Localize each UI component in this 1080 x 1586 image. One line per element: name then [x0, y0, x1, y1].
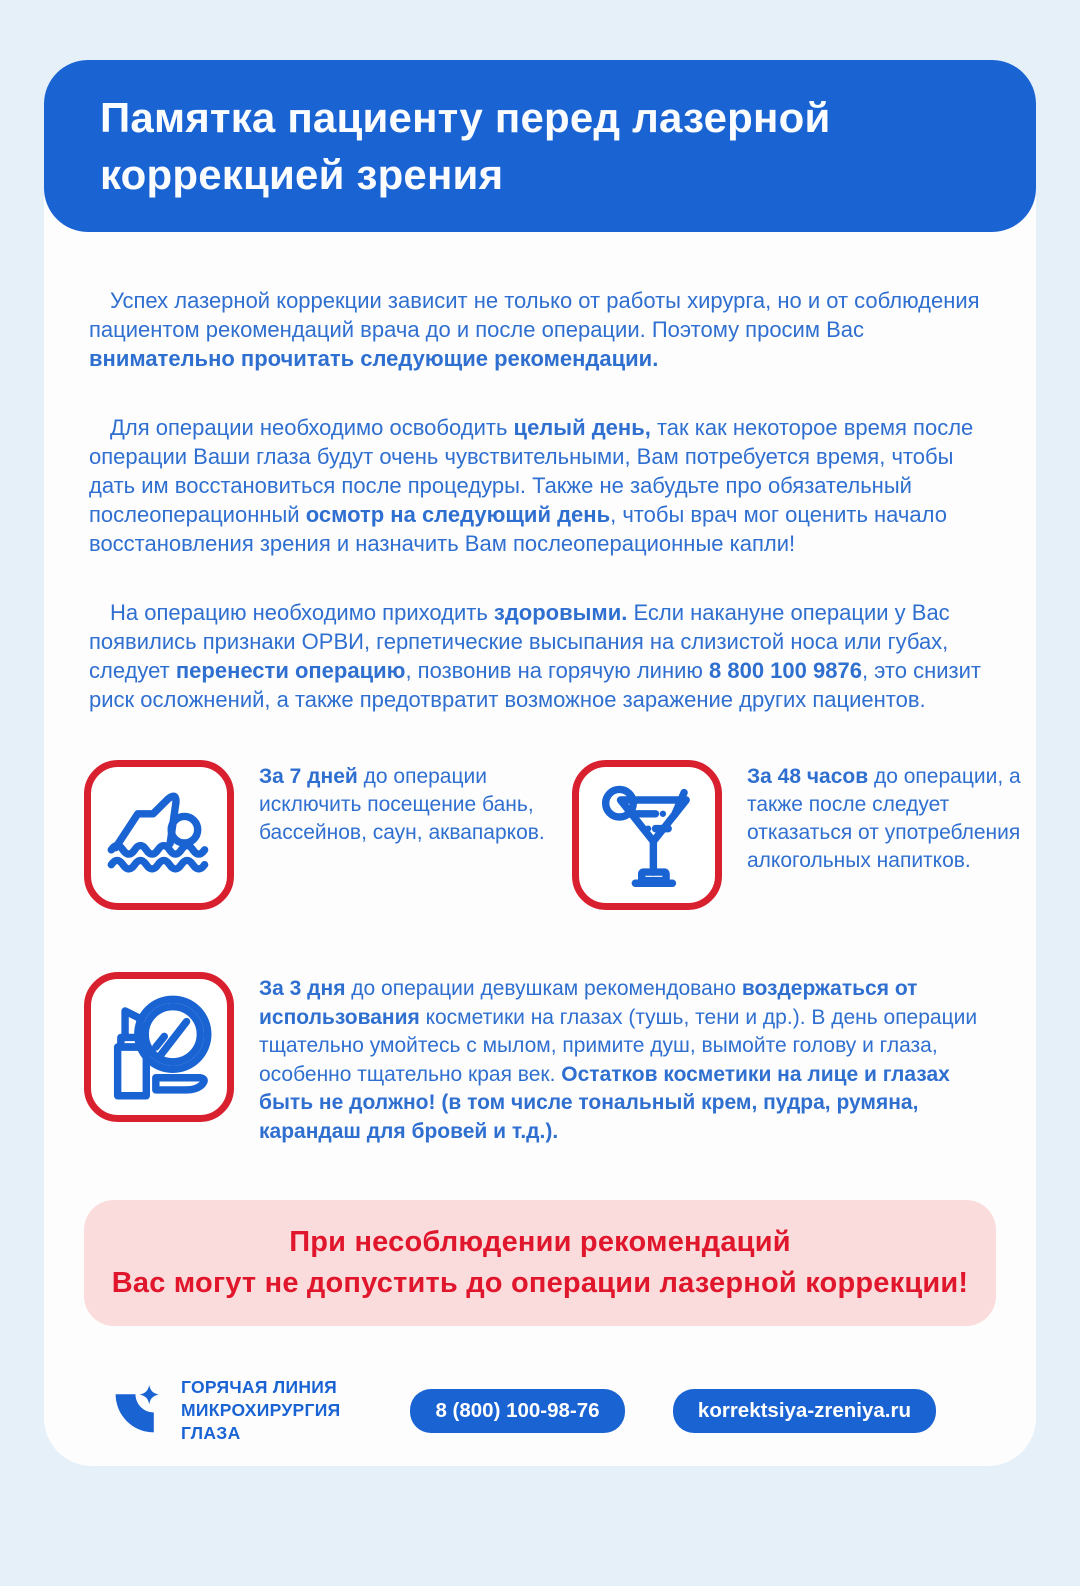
brand-line-2: МИКРОХИРУРГИЯ	[181, 1400, 341, 1420]
page-title: Памятка пациенту перед лазерной коррекцией зрения	[100, 94, 831, 198]
hotline-phone-sparkle-icon	[108, 1377, 166, 1445]
brand-line-3: ГЛАЗА	[181, 1423, 241, 1443]
alcohol-tile	[572, 760, 722, 910]
recommendation-alcohol	[572, 760, 1029, 910]
website-button[interactable]: korrektsiya-zreniya.ru	[673, 1389, 936, 1433]
makeup-icon	[106, 994, 212, 1100]
phone-button[interactable]: 8 (800) 100-98-76	[410, 1389, 624, 1433]
hotline-brand-text	[181, 1376, 340, 1445]
content-area	[44, 286, 1036, 1445]
health-paragraph: На операцию необходимо приходить здоровыми. Если накануне операции у Вас появились признаки ОРВИ, герпетические высыпания на слизистой носа или губах, следует перенести операцию, позвонив на горячую линию 8 800 100 9876, это снизит риск осложнений, а также предотвратит возможное заражение других пациентов.	[89, 600, 981, 712]
swimmer-icon	[106, 782, 212, 888]
makeup-tile	[84, 972, 234, 1122]
footer	[84, 1376, 996, 1445]
recommendations-row	[84, 760, 1021, 910]
makeup-text: За 3 дня до операции девушкам рекомендовано воздержаться от использования косметики на глазах (тушь, тени и др.). В день операции тщательно умойтесь с мылом, примите душ, вымойте голову и глаза, особенно тщательно края век. Остатков косметики на лице и глазах быть не должно! (в том числе тональный крем, пудра, румяна, карандаш для бровей и т.д.).	[259, 977, 978, 1143]
recommendation-swimming	[84, 760, 551, 910]
hotline-brand	[108, 1376, 340, 1445]
day-off-paragraph: Для операции необходимо освободить целый день, так как некоторое время после операции Ваши глаза будут очень чувствительными, Вам потребуется время, чтобы дать им восстановиться после процедуры. Также не забудьте про обязательный послеоперационный осмотр на следующий день, чтобы врач мог оценить начало восстановления зрения и назначить Вам послеоперационные капли!	[89, 415, 974, 556]
content-card	[44, 60, 1036, 1466]
brand-line-1: ГОРЯЧАЯ ЛИНИЯ	[181, 1377, 338, 1397]
intro-paragraph: Успех лазерной коррекции зависит не только от работы хирурга, но и от соблюдения пациентом рекомендаций врача до и после операции. Поэтому просим Вас внимательно прочитать следующие рекомендации.	[89, 288, 980, 371]
warning-banner	[84, 1200, 996, 1326]
swimming-tile	[84, 760, 234, 910]
cocktail-icon	[594, 782, 700, 888]
warning-line-1: При несоблюдении рекомендаций	[289, 1226, 791, 1258]
alcohol-text: За 48 часов до операции, а также после следует отказаться от употребления алкогольных напитков.	[747, 765, 1021, 872]
header-banner	[44, 60, 1036, 232]
warning-line-2: Вас могут не допустить до операции лазерной коррекции!	[111, 1267, 969, 1299]
swimming-text: За 7 дней до операции исключить посещение бань, бассейнов, саун, аквапарков.	[259, 765, 545, 844]
recommendation-makeup	[84, 972, 996, 1146]
